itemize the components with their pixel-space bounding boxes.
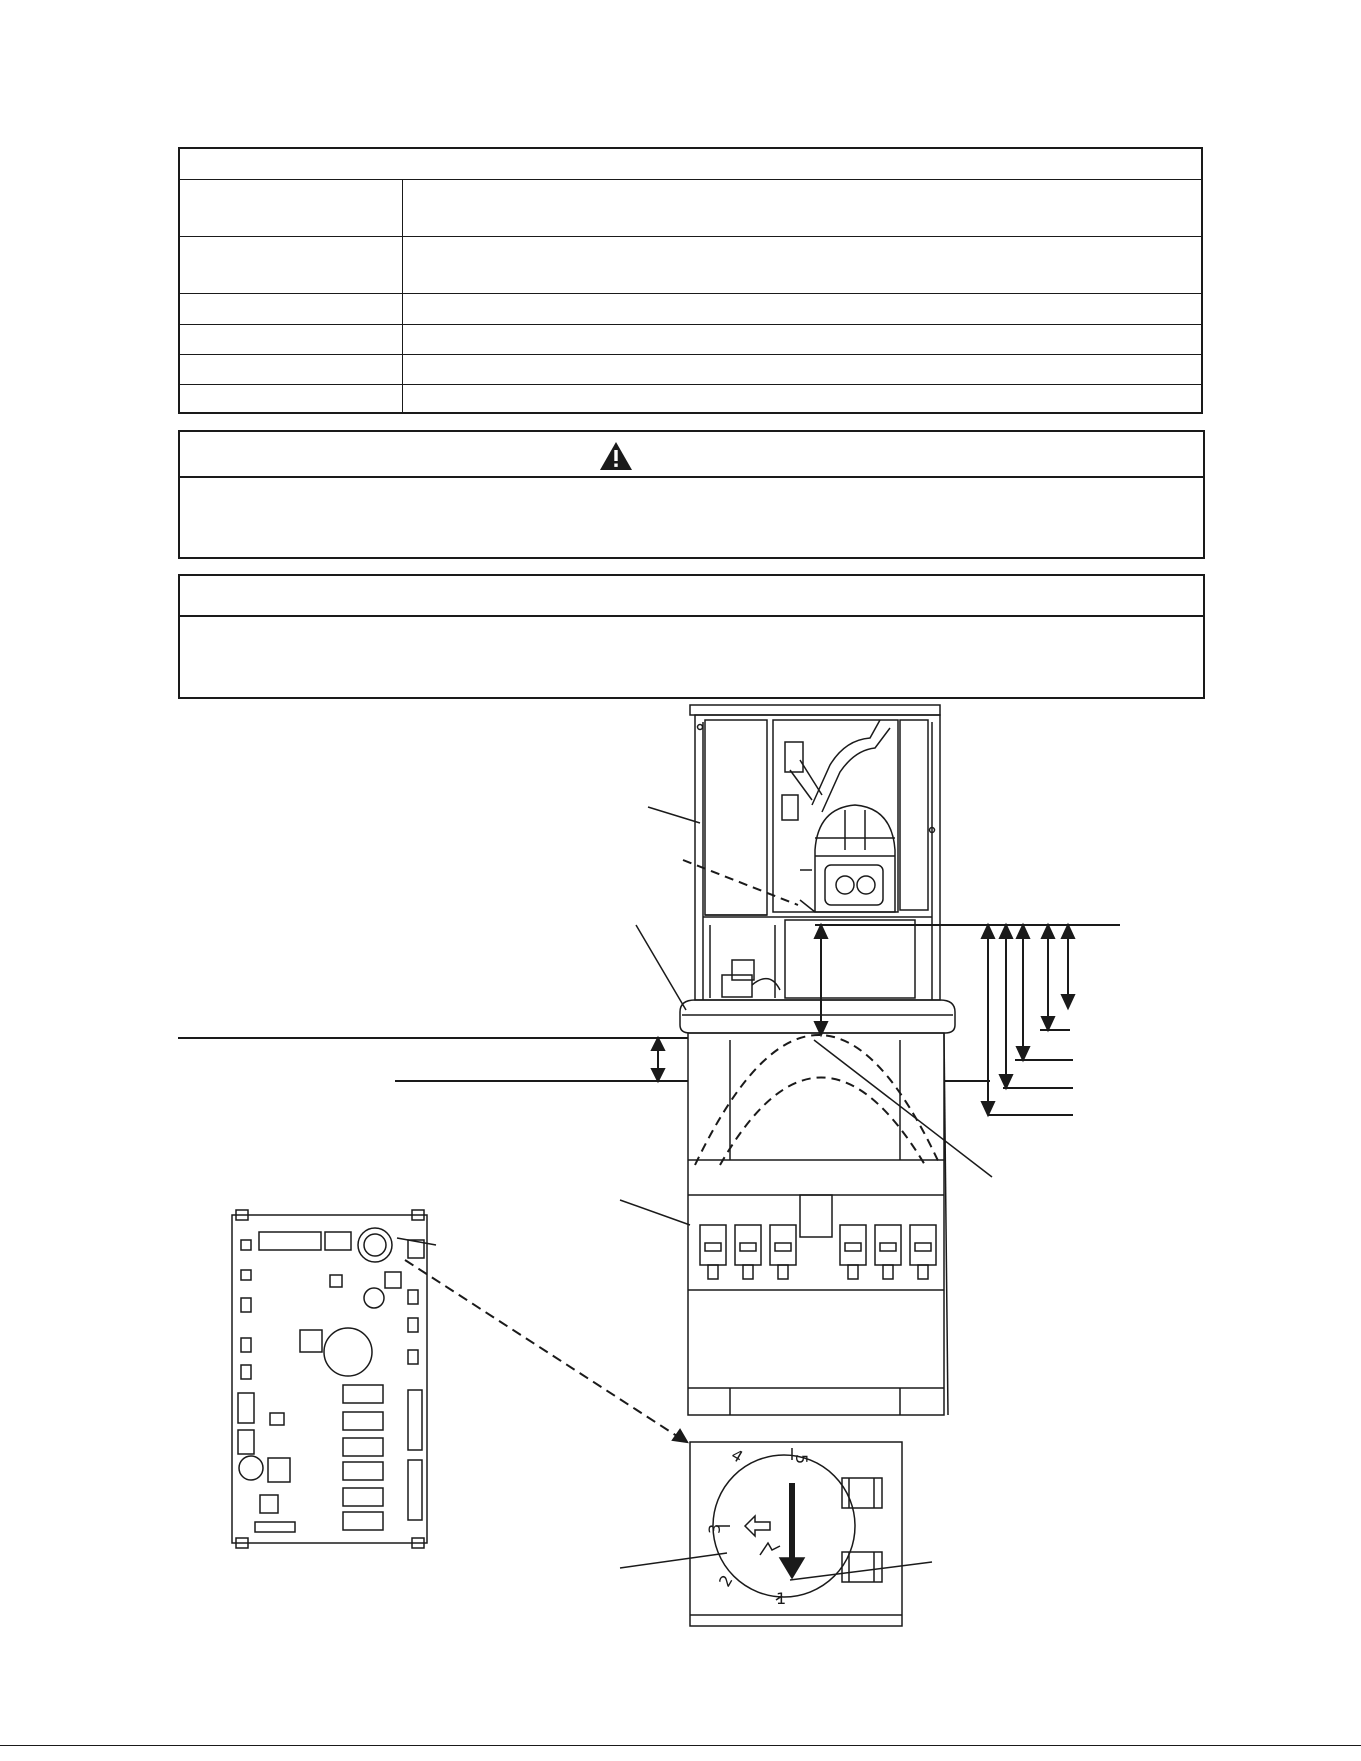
- detail-leader: [405, 1260, 687, 1442]
- page-footer-rule: [0, 1745, 1361, 1746]
- dial-number-3: 3: [705, 1523, 724, 1534]
- control-board: [232, 1210, 427, 1548]
- dimension-arrows: [652, 925, 1074, 1115]
- dispenser-body: [688, 1033, 948, 1415]
- compressor-assembly: [782, 720, 895, 912]
- dial-number-labels: [705, 1445, 811, 1608]
- dial-number-4: 4: [728, 1445, 747, 1467]
- dial-number-1: 1: [776, 1589, 787, 1608]
- level-lines: [178, 925, 1120, 1115]
- dial-number-2: 2: [715, 1571, 737, 1590]
- ice-mound-arcs: [683, 860, 940, 1165]
- dispensing-valves: [700, 1225, 936, 1279]
- dial-number-5: 5: [792, 1454, 811, 1465]
